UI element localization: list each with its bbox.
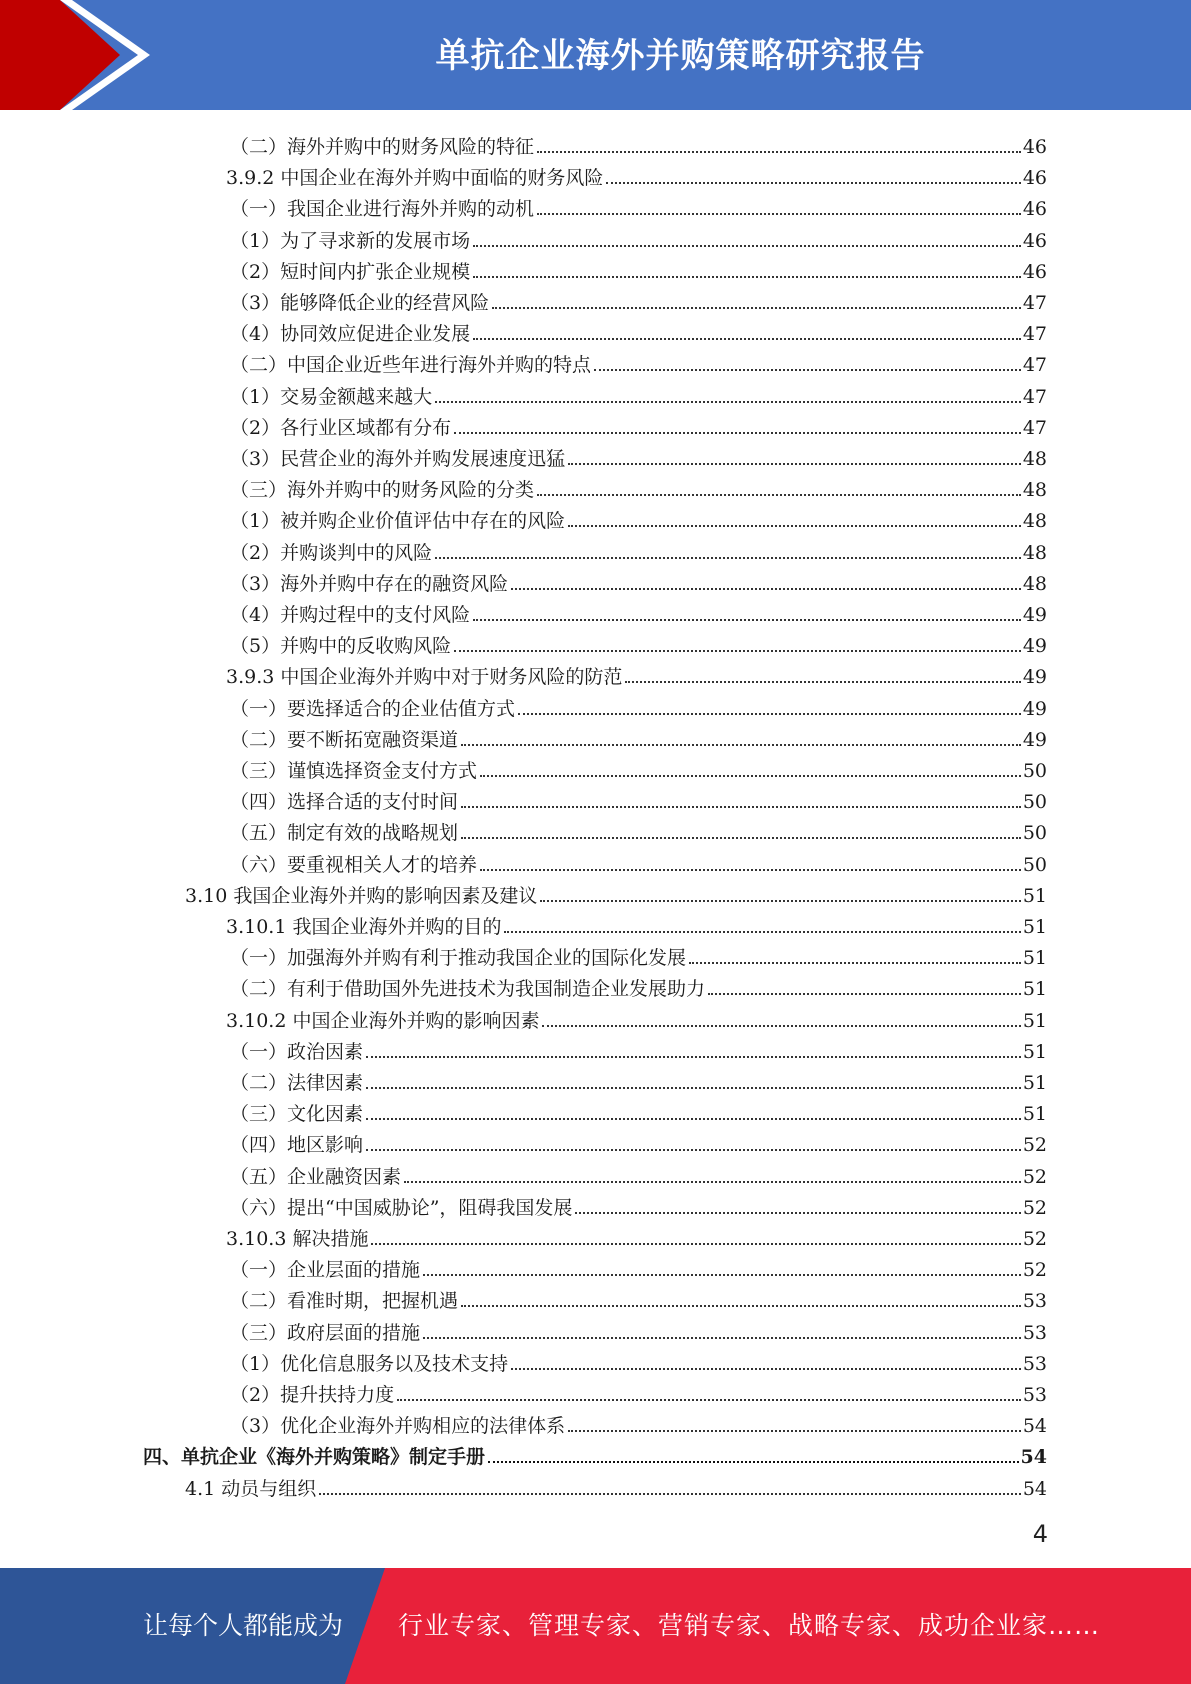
toc-dot-leader — [540, 900, 1020, 902]
toc-entry-page: 48 — [1022, 572, 1047, 595]
toc-entry-page: 50 — [1022, 791, 1047, 814]
toc-entry[interactable] — [230, 533, 1047, 564]
toc-entry-label: 4.1 动员与组织 — [185, 1477, 317, 1500]
toc-dot-leader — [537, 213, 1021, 215]
toc-entry-page: 46 — [1022, 136, 1047, 158]
toc-entry-page: 47 — [1022, 416, 1047, 439]
toc-entry-label: （3）民营企业的海外并购发展速度迅猛 — [230, 448, 566, 470]
toc-entry-label: （一）政治因素 — [230, 1040, 364, 1063]
toc-entry-page: 46 — [1022, 198, 1047, 221]
toc-entry[interactable] — [226, 1219, 1047, 1250]
toc-entry-label: （5）并购中的反收购风险 — [230, 635, 452, 658]
toc-entry-label: （3）海外并购中存在的融资风险 — [230, 572, 509, 595]
toc-dot-leader — [461, 1305, 1021, 1307]
toc-entry-label: （1）被并购企业价值评估中存在的风险 — [230, 510, 566, 533]
toc-entry-page: 47 — [1022, 385, 1047, 408]
toc-dot-leader — [511, 1368, 1021, 1370]
toc-entry-page: 47 — [1022, 323, 1047, 346]
toc-entry-label: （四）地区影响 — [230, 1134, 364, 1157]
toc-entry[interactable] — [226, 158, 1047, 189]
toc-entry[interactable] — [230, 377, 1047, 408]
toc-entry-label: （2）并购谈判中的风险 — [230, 541, 433, 564]
toc-entry[interactable] — [230, 221, 1047, 252]
toc-entry-label: （三）政府层面的措施 — [230, 1321, 421, 1344]
toc-entry-label: 3.10 我国企业海外并购的影响因素及建议 — [185, 884, 538, 907]
footer-slogan-right: 行业专家、管理专家、营销专家、战略专家、成功企业家…… — [398, 1611, 1101, 1640]
toc-dot-leader — [575, 1212, 1020, 1214]
toc-entry-page: 51 — [1022, 884, 1047, 907]
toc-dot-leader — [435, 401, 1021, 403]
toc-dot-leader — [488, 1461, 1019, 1463]
toc-entry-page: 53 — [1022, 1384, 1047, 1406]
toc-entry-label: 3.10.3 解决措施 — [226, 1228, 369, 1250]
toc-entry-page: 48 — [1022, 541, 1047, 564]
toc-entry-label: 3.10.1 我国企业海外并购的目的 — [226, 916, 502, 938]
toc-entry[interactable] — [230, 1157, 1047, 1188]
toc-dot-leader — [542, 1025, 1020, 1027]
toc-entry[interactable] — [185, 1469, 1047, 1500]
toc-entry[interactable] — [230, 564, 1047, 595]
toc-dot-leader — [606, 182, 1020, 184]
toc-entry[interactable] — [230, 845, 1047, 876]
toc-entry[interactable] — [230, 1375, 1047, 1406]
toc-entry-page: 48 — [1022, 448, 1047, 470]
toc-entry-label: （一）加强海外并购有利于推动我国企业的国际化发展 — [230, 947, 687, 970]
page-header — [0, 0, 1191, 110]
toc-entry-label: 3.10.2 中国企业海外并购的影响因素 — [226, 1009, 540, 1032]
toc-entry-label: （三）文化因素 — [230, 1103, 364, 1126]
toc-entry-page: 51 — [1022, 1103, 1047, 1126]
toc-entry-page: 51 — [1022, 978, 1047, 1001]
toc-entry-label: （3）优化企业海外并购相应的法律体系 — [230, 1415, 566, 1438]
toc-dot-leader — [461, 744, 1021, 746]
toc-dot-leader — [371, 1243, 1020, 1245]
toc-entry[interactable] — [230, 127, 1047, 158]
toc-entry-page: 53 — [1022, 1321, 1047, 1344]
toc-entry-label: （六）要重视相关人才的培养 — [230, 853, 478, 876]
toc-entry[interactable] — [230, 751, 1047, 782]
toc-entry[interactable] — [230, 782, 1047, 813]
toc-entry[interactable] — [230, 813, 1047, 844]
toc-entry-label: （一）企业层面的措施 — [230, 1259, 421, 1282]
toc-entry[interactable] — [230, 1313, 1047, 1344]
toc-entry-label: （五）企业融资因素 — [230, 1165, 402, 1188]
toc-entry-label: （二）海外并购中的财务风险的特征 — [230, 136, 535, 158]
toc-entry-page: 46 — [1022, 260, 1047, 283]
toc-entry-page: 46 — [1022, 229, 1047, 252]
toc-dot-leader — [423, 1274, 1021, 1276]
report-title: 单抗企业海外并购策略研究报告 — [435, 36, 926, 76]
toc-entry-page: 53 — [1022, 1290, 1047, 1313]
toc-dot-leader — [461, 806, 1021, 808]
toc-dot-leader — [473, 619, 1021, 621]
toc-dot-leader — [454, 432, 1021, 434]
toc-dot-leader — [568, 1430, 1021, 1432]
toc-dot-leader — [480, 775, 1021, 777]
toc-dot-leader — [504, 931, 1020, 933]
toc-entry-label: （二）要不断拓宽融资渠道 — [230, 728, 459, 751]
toc-entry[interactable] — [230, 470, 1047, 501]
toc-entry-page: 51 — [1022, 1009, 1047, 1032]
toc-entry-page: 49 — [1022, 635, 1047, 658]
toc-dot-leader — [319, 1493, 1021, 1495]
toc-entry[interactable] — [226, 1001, 1047, 1032]
toc-dot-leader — [518, 713, 1021, 715]
toc-entry-label: 3.9.2 中国企业在海外并购中面临的财务风险 — [226, 167, 604, 190]
toc-entry-page: 48 — [1022, 510, 1047, 533]
toc-entry-page: 52 — [1022, 1134, 1047, 1157]
toc-entry[interactable] — [230, 969, 1047, 1000]
toc-dot-leader — [366, 1118, 1021, 1120]
toc-entry-page: 50 — [1022, 822, 1047, 845]
toc-entry[interactable] — [230, 439, 1047, 470]
toc-entry-label: （二）有利于借助国外先进技术为我国制造企业发展助力 — [230, 978, 706, 1001]
toc-entry-label: （二）法律因素 — [230, 1072, 364, 1094]
toc-entry[interactable] — [143, 1437, 1047, 1468]
toc-dot-leader — [480, 869, 1021, 871]
toc-entry-label: （2）各行业区域都有分布 — [230, 416, 452, 439]
toc-dot-leader — [568, 463, 1021, 465]
toc-entry[interactable] — [230, 1250, 1047, 1281]
toc-dot-leader — [689, 962, 1021, 964]
toc-entry-label: （一）要选择适合的企业估值方式 — [230, 697, 516, 720]
toc-entry-page: 51 — [1022, 1072, 1047, 1094]
toc-entry[interactable] — [230, 689, 1047, 720]
toc-dot-leader — [366, 1087, 1021, 1089]
toc-entry[interactable] — [230, 1032, 1047, 1063]
toc-dot-leader — [423, 1337, 1021, 1339]
toc-entry-label: （一）我国企业进行海外并购的动机 — [230, 198, 535, 221]
toc-entry-page: 52 — [1022, 1228, 1047, 1250]
toc-entry[interactable] — [230, 1188, 1047, 1219]
toc-entry-label: （2）短时间内扩张企业规模 — [230, 260, 471, 283]
toc-dot-leader — [473, 276, 1021, 278]
toc-entry[interactable] — [230, 1406, 1047, 1437]
toc-dot-leader — [708, 993, 1021, 995]
toc-dot-leader — [492, 307, 1021, 309]
toc-entry-label: （三）海外并购中的财务风险的分类 — [230, 479, 535, 502]
toc-entry[interactable] — [230, 720, 1047, 751]
toc-entry[interactable] — [230, 1281, 1047, 1312]
toc-entry-page: 54 — [1022, 1477, 1047, 1500]
toc-entry-label: （二）看准时期，把握机遇 — [230, 1290, 459, 1313]
toc-entry[interactable] — [230, 1094, 1047, 1125]
toc-dot-leader — [404, 1181, 1021, 1183]
toc-dot-leader — [461, 837, 1021, 839]
toc-dot-leader — [537, 151, 1021, 153]
toc-entry-label: （4）并购过程中的支付风险 — [230, 604, 471, 626]
toc-entry[interactable] — [230, 345, 1047, 376]
toc-entry-label: （3）能够降低企业的经营风险 — [230, 292, 490, 314]
toc-entry[interactable] — [230, 1063, 1047, 1094]
toc-entry-page: 51 — [1022, 1040, 1047, 1063]
toc-dot-leader — [473, 338, 1021, 340]
toc-entry-page: 48 — [1022, 479, 1047, 502]
toc-entry-label: （二）中国企业近些年进行海外并购的特点 — [230, 354, 592, 377]
toc-entry[interactable] — [230, 626, 1047, 657]
toc-entry[interactable] — [230, 501, 1047, 532]
toc-entry-page: 52 — [1022, 1196, 1047, 1219]
toc-entry-page: 47 — [1022, 292, 1047, 314]
toc-entry-page: 52 — [1022, 1165, 1047, 1188]
toc-entry[interactable] — [185, 876, 1047, 907]
toc-dot-leader — [625, 681, 1020, 683]
toc-entry[interactable] — [230, 408, 1047, 439]
toc-entry-label: （1）优化信息服务以及技术支持 — [230, 1352, 509, 1375]
toc-entry-label: （1）为了寻求新的发展市场 — [230, 229, 471, 252]
toc-dot-leader — [435, 557, 1021, 559]
toc-entry-label: （1）交易金额越来越大 — [230, 385, 433, 408]
toc-entry-label: （四）选择合适的支付时间 — [230, 791, 459, 814]
toc-entry-page: 51 — [1022, 916, 1047, 938]
toc-dot-leader — [366, 1149, 1021, 1151]
toc-entry-page: 51 — [1022, 947, 1047, 970]
page-number: 4 — [1032, 1520, 1048, 1548]
toc-entry[interactable] — [230, 1344, 1047, 1375]
toc-entry[interactable] — [230, 938, 1047, 969]
toc-entry-page: 50 — [1022, 760, 1047, 782]
toc-entry-page: 49 — [1022, 728, 1047, 751]
toc-entry[interactable] — [230, 314, 1047, 345]
toc-entry[interactable] — [230, 595, 1047, 626]
toc-entry[interactable] — [226, 657, 1047, 688]
toc-entry-page: 49 — [1022, 697, 1047, 720]
toc-entry[interactable] — [226, 907, 1047, 938]
toc-dot-leader — [511, 588, 1021, 590]
toc-dot-leader — [594, 369, 1021, 371]
footer-slogan-left: 让每个人都能成为 — [143, 1611, 344, 1640]
toc-entry-page: 46 — [1022, 167, 1047, 190]
toc-entry[interactable] — [230, 283, 1047, 314]
toc-entry-page: 53 — [1022, 1352, 1047, 1375]
toc-entry[interactable] — [230, 1125, 1047, 1156]
toc-entry[interactable] — [230, 252, 1047, 283]
toc-entry-page: 54 — [1022, 1415, 1047, 1438]
toc-entry-label: （2）提升扶持力度 — [230, 1384, 395, 1406]
toc-entry-label: （六）提出“中国威胁论”，阻碍我国发展 — [230, 1196, 573, 1219]
header-chevron-decoration — [0, 0, 160, 110]
page-footer — [0, 1568, 1191, 1684]
toc-entry-page: 54 — [1020, 1446, 1047, 1469]
toc-entry-page: 49 — [1022, 666, 1047, 689]
toc-dot-leader — [473, 245, 1021, 247]
toc-entry-label: （三）谨慎选择资金支付方式 — [230, 760, 478, 782]
toc-entry-page: 47 — [1022, 354, 1047, 377]
toc-entry[interactable] — [230, 189, 1047, 220]
toc-entry-label: 四、单抗企业《海外并购策略》制定手册 — [143, 1446, 486, 1469]
toc-entry-page: 50 — [1022, 853, 1047, 876]
toc-entry-page: 49 — [1022, 604, 1047, 626]
toc-dot-leader — [366, 1056, 1021, 1058]
toc-dot-leader — [397, 1399, 1021, 1401]
toc-entry-page: 52 — [1022, 1259, 1047, 1282]
toc-entry-label: （五）制定有效的战略规划 — [230, 822, 459, 845]
toc-dot-leader — [537, 494, 1021, 496]
toc-entry-label: （4）协同效应促进企业发展 — [230, 323, 471, 346]
toc-dot-leader — [568, 525, 1021, 527]
toc-dot-leader — [454, 650, 1021, 652]
toc-entry-label: 3.9.3 中国企业海外并购中对于财务风险的防范 — [226, 666, 623, 689]
